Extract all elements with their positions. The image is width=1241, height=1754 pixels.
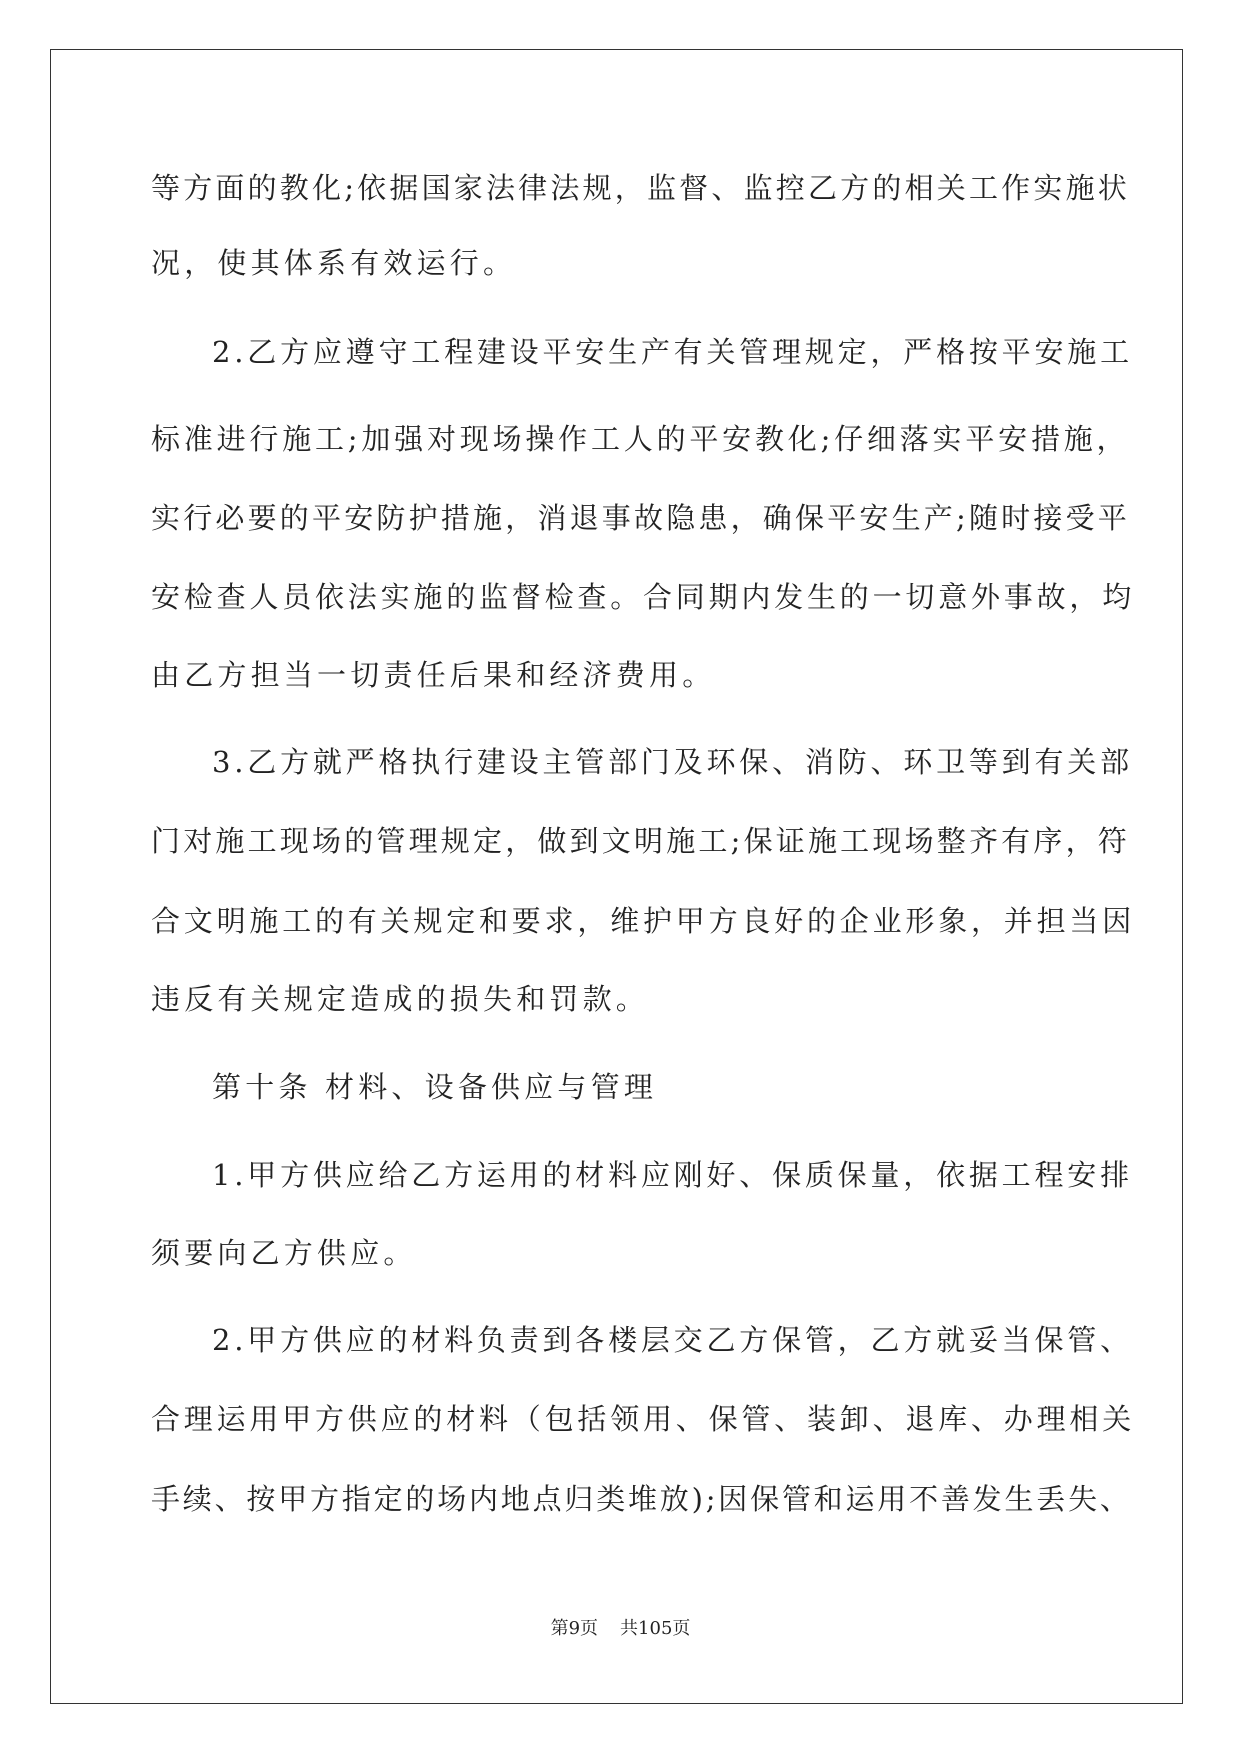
page-total: 共105页 — [620, 1618, 691, 1639]
text-line: 等方面的教化;依据国家法律法规，监督、监控乙方的相关工作实施状 — [151, 171, 1130, 205]
text-line: 违反有关规定造成的损失和罚款。 — [151, 982, 650, 1016]
paragraph-start-line: 3.乙方就严格执行建设主管部门及环保、消防、环卫等到有关部 — [212, 745, 1133, 779]
text-line: 况，使其体系有效运行。 — [151, 246, 517, 280]
section-heading: 第十条 材料、设备供应与管理 — [212, 1070, 658, 1104]
text-line: 门对施工现场的管理规定，做到文明施工;保证施工现场整齐有序，符 — [151, 824, 1130, 858]
text-line: 安检查人员依法实施的监督检查。合同期内发生的一切意外事故，均 — [151, 580, 1136, 614]
paragraph-start-line: 1.甲方供应给乙方运用的材料应刚好、保质保量，依据工程安排 — [212, 1158, 1133, 1192]
text-line: 实行必要的平安防护措施，消退事故隐患，确保平安生产;随时接受平 — [151, 501, 1130, 535]
page-border — [50, 49, 1183, 1704]
text-line: 合文明施工的有关规定和要求，维护甲方良好的企业形象，并担当因 — [151, 904, 1136, 938]
page-number: 第9页 — [550, 1618, 599, 1639]
text-line: 合理运用甲方供应的材料（包括领用、保管、装卸、退库、办理相关 — [151, 1402, 1136, 1436]
paragraph-start-line: 2.甲方供应的材料负责到各楼层交乙方保管，乙方就妥当保管、 — [212, 1323, 1133, 1357]
paragraph-start-line: 2.乙方应遵守工程建设平安生产有关管理规定，严格按平安施工 — [212, 335, 1133, 369]
page-footer — [0, 1617, 1241, 1641]
text-line: 须要向乙方供应。 — [151, 1236, 417, 1270]
text-line: 由乙方担当一切责任后果和经济费用。 — [151, 658, 716, 692]
text-line: 手续、按甲方指定的场内地点归类堆放);因保管和运用不善发生丢失、 — [151, 1482, 1132, 1516]
text-line: 标准进行施工;加强对现场操作工人的平安教化;仔细落实平安措施， — [151, 422, 1130, 456]
